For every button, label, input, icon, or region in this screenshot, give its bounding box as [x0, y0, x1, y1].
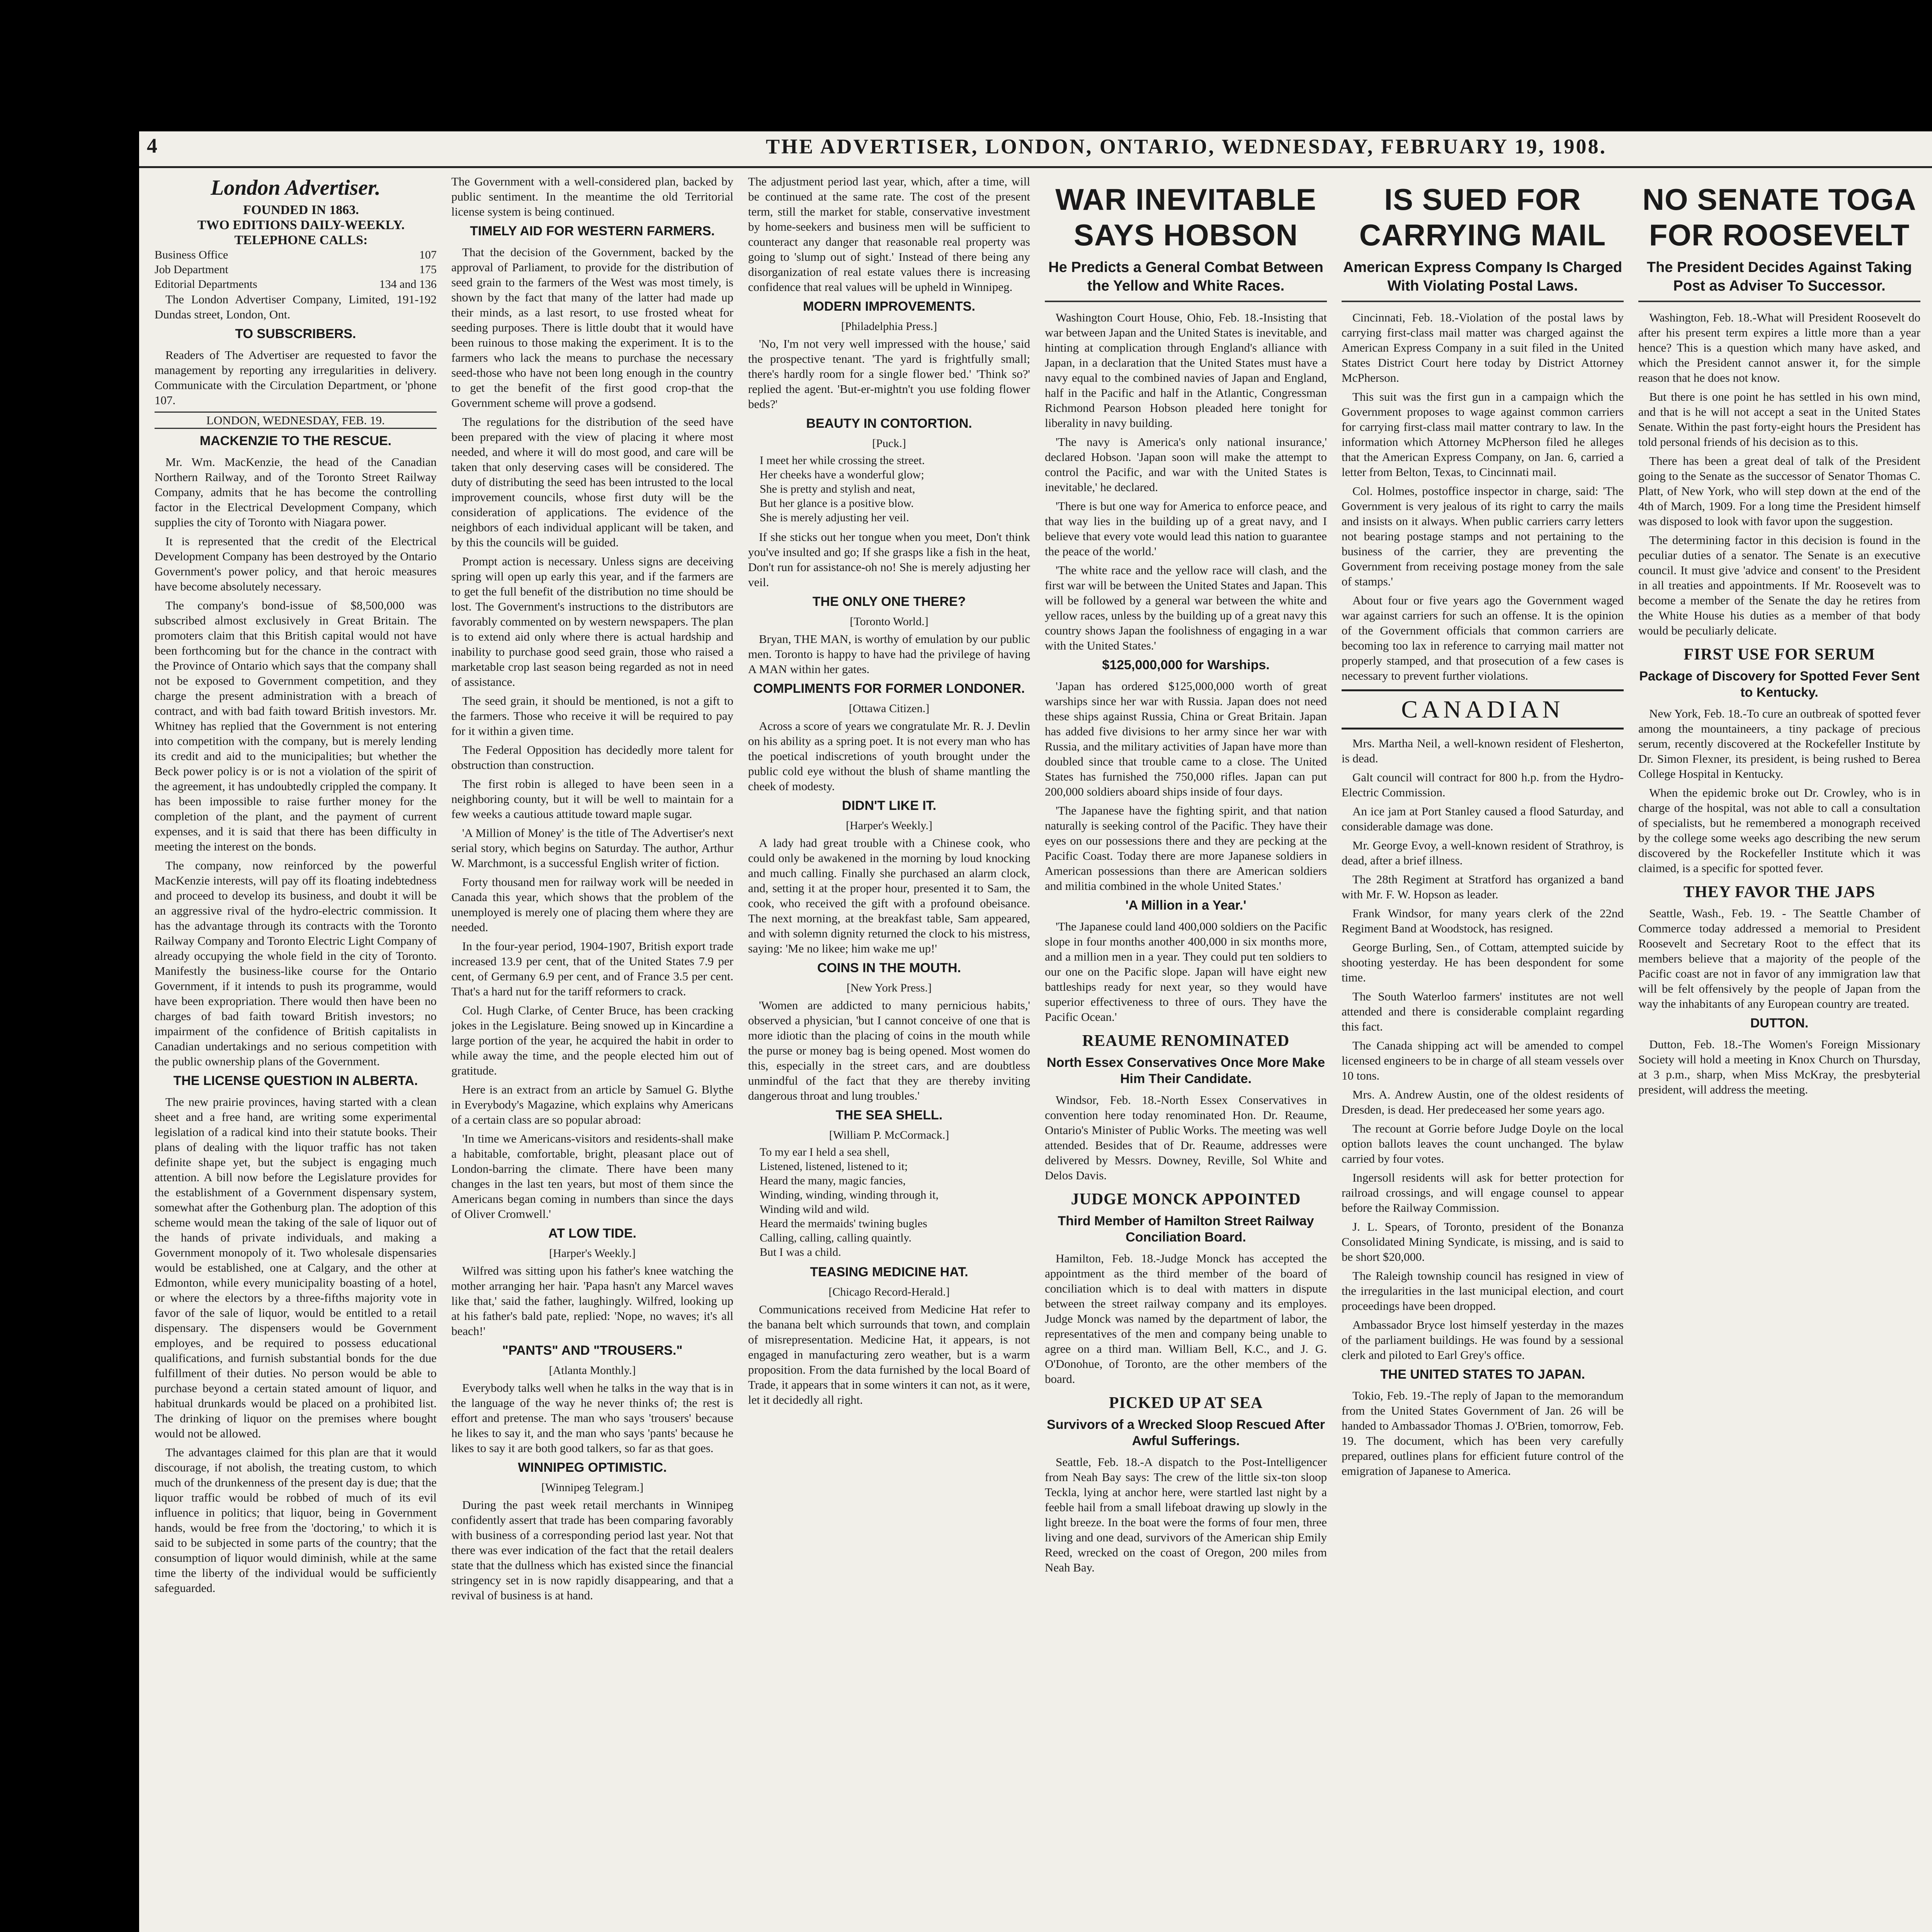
article-paragraph: It is represented that the credit of the Electrical Development Company has been destroyed by the Ontario Government's power policy, and that heroic measures have become absolutely necessary. [155, 534, 437, 593]
article-source: [Philadelphia Press.] [841, 320, 937, 333]
subheadline: He Predicts a General Combat Between the Yellow and White Races. [1045, 258, 1327, 302]
article-paragraph: Dutton, Feb. 18.-The Women's Foreign Missionary Society will hold a meeting in Knox Church on Thursday, at 3 p.m., sharp, when Miss McKray, the presbyterial president, will address the meeting. [1638, 1037, 1920, 1096]
news-item: The 28th Regiment at Stratford has organized a band with Mr. F. W. Hopson as leader. [1342, 872, 1624, 901]
news-item: Ingersoll residents will ask for better protection for railroad crossings, and will engage counsel to appear before the Railway Commission. [1342, 1171, 1624, 1214]
article-heading: TEASING MEDICINE HAT. [810, 1265, 968, 1279]
page-number: 4 [147, 134, 157, 157]
masthead-title: THE ADVERTISER, LONDON, ONTARIO, WEDNESDAY, FEBRUARY 19, 1908. [765, 135, 1607, 158]
article-paragraph: 'The Japanese could land 400,000 soldiers on the Pacific slope in four months another 400,000 in six months more, and a million men in a year. They could put ten soldiers to our one on the Pacific slope. Japan will have eight new battleships ready for next year, so they would have superior effectiveness to three of ours. They have the Pacific Ocean.' [1045, 920, 1327, 1024]
news-item: Galt council will contract for 800 h.p. from the Hydro-Electric Commission. [1342, 770, 1624, 799]
article-paragraph: The Government with a well-considered plan, backed by public sentiment. In the meantime the old Territorial license system is being continued. [451, 175, 733, 218]
article-paragraph: Seattle, Wash., Feb. 19. - The Seattle Chamber of Commerce today addressed a memorial to President Roosevelt and Secretary Root to the effect that its members believe that a majority of the people of the Pacific coast are not in favor of any immigration law that will be felt offensively by the people of Japan from the way the inhabitants of any European country are treated. [1638, 906, 1920, 1010]
article-paragraph: 'A Million of Money' is the title of The Advertiser's next serial story, which begins on Saturday. The author, Arthur W. Marchmont, is a successful English writer of fiction. [451, 826, 733, 870]
article-paragraph: 'There is but one way for America to enforce peace, and that way lies in the building up of a great navy, and I believe that every vote would lead this nation to guarantee the peace of the world.' [1045, 499, 1327, 558]
article-paragraph: In the four-year period, 1904-1907, British export trade increased 13.9 per cent, that of the United States 7.9 per cent, of Germany 6.9 per cent, and of France 3.5 per cent. That's a hard nut for the tariff reformers to crack. [451, 939, 733, 998]
news-item: The South Waterloo farmers' institutes are not well attended and there is considerable complaint regarding this fact. [1342, 990, 1624, 1033]
article-source: [New York Press.] [846, 981, 932, 994]
section-heading-canadian: CANADIAN [1342, 689, 1624, 730]
article-source: [Harper's Weekly.] [846, 819, 932, 832]
article-paragraph: Windsor, Feb. 18.-North Essex Conservatives in convention here today renominated Hon. Dr. Reaume, Ontario's Minister of Public Works. The meeting was well attended. Besides that of Dr. Reaume, addresses were delivered by Messrs. Downey, Reville, Sol White and Delos Davis. [1045, 1093, 1327, 1182]
article-paragraph: Washington, Feb. 18.-What will President Roosevelt do after his present term expires a little more than a year hence? This is a question which many have asked, and which the President cannot answer it, for the simple reason that he does not know. [1638, 311, 1920, 384]
article-source: [William P. McCormack.] [829, 1129, 949, 1141]
phone-number: 107 [419, 248, 437, 261]
inline-subhead: $125,000,000 for Warships. [1102, 658, 1270, 672]
article-heading: MODERN IMPROVEMENTS. [803, 299, 975, 314]
news-item: The Raleigh township council has resigned in view of the irregularities in the last municipal election, and court proceedings have been dropped. [1342, 1269, 1624, 1313]
subheadline: American Express Company Is Charged With Violating Postal Laws. [1342, 258, 1624, 302]
phone-list [155, 248, 437, 292]
article-paragraph: 'In time we Americans-visitors and residents-shall make a habitable, comfortable, bright, pleasant place out of London-barring the climate. There have been many changes in the last ten years, but most of them since the Americans began coming in numbers than since the days of Oliver Cromwell.' [451, 1132, 733, 1221]
article-paragraph: The determining factor in this decision is found in the peculiar duties of a senator. The Senate is an executive council. It must give 'advice and consent' to the President in all treaties and appointments. If Mr. Roosevelt was to become a member of the Senate the day he retires from the White House his duties as a member of that body would be peculiarly delicate. [1638, 533, 1920, 637]
news-item: The recount at Gorrie before Judge Doyle on the local option ballots leaves the count unchanged. The bylaw carried by four votes. [1342, 1122, 1624, 1165]
article-heading: JUDGE MONCK APPOINTED [1071, 1190, 1301, 1208]
subheadline: The President Decides Against Taking Post as Adviser To Successor. [1638, 258, 1920, 302]
article-subheading: North Essex Conservatives Once More Make Him Their Candidate. [1047, 1055, 1325, 1086]
article-paragraph: Everybody talks well when he talks in the way that is in the language of the way he never thinks of; the rest is effort and pretense. The man who says 'trousers' because he likes to say it, and the man who says 'pants' because he likes to say it are both good talkers, so far as that goes. [451, 1381, 733, 1455]
newspaper-page [139, 131, 1932, 1932]
article-paragraph: There has been a great deal of talk of the President going to the Senate as the successor of Senator Thomas C. Platt, of New York, who will step down at the end of the 4th of March, 1909. For a long time the President himself was disposed to look with favor upon the suggestion. [1638, 454, 1920, 528]
article-paragraph: 'The white race and the yellow race will clash, and the first war will be between the United States and Japan. This will be followed by a general war between the white and yellow races, unless by the building up of a great navy this country shows Japan the foolishness of engaging in a war with the United States.' [1045, 563, 1327, 652]
article-heading: DIDN'T LIKE IT. [842, 798, 937, 813]
article-source: [Chicago Record-Herald.] [828, 1286, 950, 1298]
article-heading: COINS IN THE MOUTH. [817, 961, 961, 975]
article-paragraph: This suit was the first gun in a campaign which the Government proposes to wage against common carriers for carrying first-class mail matter contrary to law. In the information which Attorney McPherson filed he alleges that the American Express Company, on Jan. 6, carried a letter from Belton, Texas, to Cincinnati mail. [1342, 390, 1624, 479]
news-item: George Burling, Sen., of Cottam, attempted suicide by shooting yesterday. He has been despondent for some time. [1342, 940, 1624, 984]
phone-row [155, 248, 437, 262]
phone-label: Business Office [155, 248, 228, 261]
news-item: Ambassador Bryce lost himself yesterday in the mazes of the parliament buildings. He was found by a sessional clerk and piloted to Earl Grey's office. [1342, 1318, 1624, 1362]
article-paragraph: New York, Feb. 18.-To cure an outbreak of spotted fever among the mountaineers, a tiny package of precious serum, recently discovered at the Rockefeller Institute by Dr. Simon Flexner, its president, is being rushed to Berea College Hospital in Kentucky. [1638, 707, 1920, 781]
article-paragraph: Communications received from Medicine Hat refer to the banana belt which surrounds that town, and complain of misrepresentation. Medicine Hat, it appears, is not engaged in manufacturing zero weather, but is a warm proposition. From the data furnished by the local Board of Trade, it appears that in some winters it can not, as it were, let it decidedly all right. [748, 1303, 1030, 1406]
article-paragraph: That the decision of the Government, backed by the approval of Parliament, to provide for the distribution of seed grain to the farmers of the West was most timely, is shown by the fact that many of the latter had made up their minds, as a last resort, to use frosted wheat for seeding purposes. There is little doubt that it would have been ruinous to those making the experiment. It is to the farmers who lack the means to purchase the necessary seed-those who have not been long enough in the country to get the benefit of the first good crop-that the Government scheme will prove a godsend. [451, 245, 733, 410]
article-paragraph: Across a score of years we congratulate Mr. R. J. Devlin on his ability as a spring poet. It is not every man who has the poetical indiscretions of youth brought under the public cold eye without the blush of shame mantling the cheek of modesty. [748, 719, 1030, 793]
article-heading: THE ONLY ONE THERE? [812, 594, 966, 609]
article-paragraph: The first robin is alleged to have been seen in a neighboring county, but it will be well to maintain for a few weeks a cautious attitude toward maple sugar. [451, 777, 733, 821]
article-paragraph: 'The navy is America's only national insurance,' declared Hobson. 'Japan soon will make the attempt to control the Pacific, and war with the United States is inevitable,' he declared. [1045, 435, 1327, 494]
article-paragraph: The advantages claimed for this plan are that it would discourage, if not abolish, the treating custom, to which much of the drunkenness of the present day is due; that the liquor traffic would be robbed of much of its evil influence in politics; that liquor, being in Government hands, would be free from the 'doctoring,' to which it is said to be subjected in some parts of the country; that the consumption of liquor would diminish, while at the same time the liberty of the individual would be sufficiently safeguarded. [155, 1446, 437, 1595]
article-paragraph: The company, now reinforced by the powerful MacKenzie interests, will pay off its floating indebtedness and proceed to develop its business, and doubt it will be an aggressive rival of the hydro-electric commission. It has the advantage through its contracts with the Toronto Railway Company and Toronto Electric Light Company of already occupying the whole field in the city of Toronto. Manifestly the business-like course for the Ontario Government, if it intends to push its programme, would have been expropriation. There would then have been no charges of bad faith toward British investors; no impairment of the confidence of British capitalists in Canadian undertakings and no serious competition with the public ownership plans of the Government. [155, 859, 437, 1068]
column-1 [155, 174, 437, 1932]
article-paragraph: Mr. Wm. MacKenzie, the head of the Canadian Northern Railway, and of the Toronto Street Railway Company, admits that he has become the controlling factor in the Electrical Development Company, which supplies the city of Toronto with Niagara power. [155, 455, 437, 529]
article-paragraph: 'Japan has ordered $125,000,000 worth of great warships since her war with Russia. Japan does not need these ships against Russia, China or Great Britain. Japan has added five divisions to her army since her war with Russia, and the military activities of Japan have more than doubled since that trouble came to a close. The United States has furnished the 750,000 rifles. Japan can put 200,000 soldiers aboard ships inside of four days. [1045, 679, 1327, 798]
news-item: Mrs. A. Andrew Austin, one of the oldest residents of Dresden, is dead. Her predeceased her some years ago. [1342, 1088, 1624, 1116]
article-paragraph: Prompt action is necessary. Unless signs are deceiving spring will open up early this year, and if the farmers are to get the full benefit of the distribution no time should be lost. The Government's instructions to the distributors are favorably commented on by western newspapers. The plan is to extend aid only where there is actual hardship and inability to purchase good seed grain, those who raised a marketable crop last season being regarded as not in need of assistance. [451, 554, 733, 689]
inline-subhead: 'A Million in a Year.' [1125, 898, 1247, 913]
article-source: [Ottawa Citizen.] [849, 702, 930, 715]
article-paragraph: Hamilton, Feb. 18.-Judge Monck has accepted the appointment as the third member of the board of conciliation which is to deal with matters in dispute between the street railway company and its employes. Judge Monck was named by the department of labor, the representatives of the men and company being unable to agree on a third man. William Bell, K.C., and J. G. O'Donohue, of Toronto, are the other members of the board. [1045, 1252, 1327, 1386]
news-item: The Canada shipping act will be amended to compel licensed engineers to be in charge of all steam vessels over 10 tons. [1342, 1039, 1624, 1082]
article-heading: TIMELY AID FOR WESTERN FARMERS. [470, 224, 715, 238]
phone-label: Editorial Departments [155, 278, 257, 291]
article-source: [Winnipeg Telegram.] [541, 1481, 644, 1494]
article-paragraph: Forty thousand men for railway work will be needed in Canada this year, which shows that the problem of the unemployed is merely one of placing them where they are needed. [451, 875, 733, 934]
masthead [139, 131, 1932, 168]
poem-stanza: I meet her while crossing the street. Her cheeks have a wonderful glow; She is pretty and stylish and neat, But her glance is a positive blow. She is merely adjusting her veil. [760, 454, 925, 524]
article-heading: THEY FAVOR THE JAPS [1683, 883, 1876, 901]
article-subheading: Third Member of Hamilton Street Railway Conciliation Board. [1058, 1214, 1314, 1245]
editions-line: TWO EDITIONS DAILY-WEEKLY. [197, 218, 405, 232]
article-heading: THE UNITED STATES TO JAPAN. [1380, 1367, 1585, 1382]
article-heading: PICKED UP AT SEA [1109, 1394, 1263, 1412]
column-2 [451, 174, 733, 1932]
article-paragraph: A lady had great trouble with a Chinese cook, who could only be awakened in the morning by loud knocking and much calling. Finally she purchased an alarm clock, and, setting it at the proper hour, presented it to Sam, the cook, who received the gift with a profound obeisance. The next morning, at the breakfast table, Sam appeared, and with solemn dignity returned the clock to his mistress, saying: 'Me no likee; him wake me up!' [748, 836, 1030, 955]
article-source: [Atlanta Monthly.] [549, 1364, 636, 1377]
news-item: J. L. Spears, of Toronto, president of the Bonanza Consolidated Mining Syndicate, is missing, and is said to be short $20,000. [1342, 1220, 1624, 1264]
poem-stanza: To my ear I held a sea shell, Listened, listened, listened to it; Heard the many, magic fancies, Winding, winding, winding through it, Winding wild and wild. Heard the mermaids' twining bugles Calling, calling, calling quaintly. But I was a child. [760, 1146, 939, 1259]
headline-war-inevitable: WAR INEVITABLE SAYS HOBSON [1055, 182, 1316, 252]
article-source: [Puck.] [872, 437, 906, 450]
article-heading: AT LOW TIDE. [548, 1226, 636, 1241]
article-paragraph: Washington Court House, Ohio, Feb. 18.-Insisting that war between Japan and the United States is inevitable, and hinting at complication through England's alliance with Japan, in a declaration that the United States must have a navy equal to the combined navies of Japan and England, half in the Pacific and half in the Atlantic, Congressman Richmond Pearson Hobson pleaded here tonight for liberality in navy building. [1045, 311, 1327, 430]
column-6 [1638, 174, 1920, 1932]
news-item: Mrs. Martha Neil, a well-known resident of Flesherton, is dead. [1342, 736, 1624, 765]
article-paragraph: The adjustment period last year, which, after a time, will be continued at the same rate. The cost of the present term, still the market for stable, conservative investment by home-seekers and business men will be sufficient to counteract any danger that reasonable real property was going to 'slump out of sight.' Instead of there being any disorganization of real estate values there is increasing confidence that real values will be upheld in Winnipeg. [748, 175, 1030, 294]
headline-no-senate-toga: NO SENATE TOGA FOR ROOSEVELT [1642, 182, 1917, 252]
news-item: Mr. George Evoy, a well-known resident of Strathroy, is dead, after a brief illness. [1342, 838, 1624, 867]
company-line: The London Advertiser Company, Limited, 191-192 Dundas street, London, Ont. [155, 293, 437, 321]
article-paragraph: When the epidemic broke out Dr. Crowley, who is in charge of the hospital, was not able to call a consultation of specialists, but he remembered a monograph received by the college some weeks ago describing the new serum discovered by the Rockefeller Institute which it was claimed, is a specific for spotted fever. [1638, 786, 1920, 875]
column-4 [1045, 174, 1327, 1932]
article-paragraph: The Federal Opposition has decidedly more talent for obstruction than construction. [451, 743, 733, 772]
article-paragraph: The company's bond-issue of $8,500,000 was subscribed almost exclusively in Great Britain. The promoters claim that this British capital would not have been forthcoming but for the chance in the contract with the Province of Ontario which says that the company shall not be exposed to Government competition, and they charge the present administration with a breach of contract, and with bad faith toward British investors. Mr. Whitney has replied that the Government is not entering into competition with the company, but is merely lending its credit and aid to the municipalities; but whether the Beck power policy is or is not a violation of the spirit of the agreement, it has undoubtedly crippled the company. It has been impossible to raise further money for the completion of the plant, and the payment of current expenses, and it is said that there has been difficulty in meeting the interest on the bonds. [155, 599, 437, 853]
newspaper-logo: London Advertiser. [211, 176, 381, 200]
article-paragraph: 'The Japanese have the fighting spirit, and that nation naturally is seeking control of the Pacific. They have their eyes on our possessions there and they are pecking at the Pacific Coast. Today there are more Japanese soldiers in American possessions than there are American soldiers and militia combined in the whole United States.' [1045, 804, 1327, 893]
article-heading: FIRST USE FOR SERUM [1684, 646, 1875, 663]
article-subheading: Survivors of a Wrecked Sloop Rescued After Awful Sufferings. [1047, 1417, 1325, 1448]
phone-number: 175 [419, 263, 437, 276]
article-heading: THE SEA SHELL. [835, 1108, 943, 1122]
subscribers-heading: TO SUBSCRIBERS. [235, 327, 356, 341]
phone-label: Job Department [155, 263, 228, 276]
article-paragraph: The regulations for the distribution of the seed have been prepared with the view of placing it where most needed, and where it will do most good, and care will be taken that only deserving cases will be considered. The duty of distributing the seed has been intrusted to the local improvement councils, whose first duty will be the consideration of applications. The evidence of the neighbors of each individual applicant will be taken, and by this the councils will be guided. [451, 415, 733, 549]
article-paragraph: Col. Hugh Clarke, of Center Bruce, has been cracking jokes in the Legislature. Being snowed up in Kincardine a large portion of the year, he acquired the habit in order to while away the time, and the people elected him out of gratitude. [451, 1003, 733, 1077]
column-5 [1342, 174, 1624, 1932]
article-paragraph: The new prairie provinces, having started with a clean sheet and a free hand, are writing some experimental legislation of a radical kind into their statute books. Their plans of dealing with the liquor traffic has not taken definite shape yet, but the subject is engaging much attention. A bill now before the Legislature provides for the establishment of a Government dispensary system, somewhat after the Gothenburg plan. The adoption of this scheme would mean the taking of the sale of liquor out of the hands of private individuals, and making a Government monopoly of it. Two wholesale dispensaries would be established, one at Calgary, and the other at Edmonton, while every municipality boasting of a hotel, or where the electors by a three-fifths majority vote in favor of the sale of liquor, would be entitled to a retail dispensary. The dispensers would be Government employes, and be required to possess educational qualifications, and furnish substantial bonds for the due fulfillment of their duties. No person would be able to purchase beyond a certain stated amount of liquor, and habitual drunkards would be placed on a prohibited list. The drinking of liquor on the premises where bought would not be allowed. [155, 1095, 437, 1440]
article-paragraph: Here is an extract from an article by Samuel G. Blythe in Everybody's Magazine, which explains why Americans of a certain class are so popular abroad: [451, 1083, 733, 1126]
article-paragraph: Bryan, THE MAN, is worthy of emulation by our public men. Toronto is happy to have had the privilege of having A MAN within her gates. [748, 632, 1030, 676]
article-paragraph: Seattle, Feb. 18.-A dispatch to the Post-Intelligencer from Neah Bay says: The crew of the little six-ton sloop Teckla, lying at anchor here, were startled last night by a feeble hail from a small lifeboat drawing up slowly in the light breeze. In the boat were the forms of four men, three living and one dead, survivors of the American ship Emily Reed, wrecked on the coast of Oregon, 200 miles from Neah Bay. [1045, 1455, 1327, 1574]
news-item: Frank Windsor, for many years clerk of the 22nd Regiment Band at Woodstock, has resigned. [1342, 906, 1624, 935]
article-heading: MACKENZIE TO THE RESCUE. [199, 434, 392, 448]
article-paragraph: If she sticks out her tongue when you meet, Don't think you've insulted and go; If she grasps like a fish in the heat, Don't run for assistance-oh no! She is merely adjusting her veil. [748, 530, 1030, 589]
article-paragraph: During the past week retail merchants in Winnipeg confidently assert that trade has been comparing favorably with business of a corresponding period last year. Not that there was ever indication of the fact that the retail dealers state that the dullness which has existed since the financial stringency set in is now rapidly disappearing, and that a revival of business is at hand. [451, 1498, 733, 1602]
article-paragraph: Wilfred was sitting upon his father's knee watching the mother arranging her hair. 'Papa hasn't any Marcel waves like that,' said the father, laughingly. Wilfred, looking up at his father's bald pate, replied: 'Nope, no waves; it's all beach!' [451, 1264, 733, 1338]
article-heading: COMPLIMENTS FOR FORMER LONDONER. [753, 681, 1025, 696]
article-paragraph: Cincinnati, Feb. 18.-Violation of the postal laws by carrying first-class mail matter was charged against the American Express Company in a suit filed in the United States District Court here today by District Attorney McPherson. [1342, 311, 1624, 384]
article-paragraph: But there is one point he has settled in his own mind, and that is he will not accept a seat in the United States Senate. Within the past forty-eight hours the President has told personal friends of his decision as to this. [1638, 390, 1920, 449]
dateline: LONDON, WEDNESDAY, FEB. 19. [155, 412, 437, 429]
article-heading: REAUME RENOMINATED [1082, 1032, 1290, 1050]
column-3 [748, 174, 1030, 1932]
subscribers-notice: Readers of The Advertiser are requested to favor the management by reporting any irregularities in delivery. Communicate with the Circulation Department, or 'phone 107. [155, 348, 437, 407]
phone-number: 134 and 136 [379, 278, 437, 291]
news-item: An ice jam at Port Stanley caused a flood Saturday, and considerable damage was done. [1342, 804, 1624, 833]
article-subheading: Package of Discovery for Spotted Fever Sent to Kentucky. [1639, 669, 1920, 700]
article-paragraph: 'No, I'm not very well impressed with the house,' said the prospective tenant. 'The yard is frightfully small; there's hardly room for a single flower bed.' 'Think so?' replied the agent. 'But-er-mightn't you use folding flower beds?' [748, 337, 1030, 411]
telephone-heading: TELEPHONE CALLS: [234, 233, 368, 247]
article-paragraph: The seed grain, it should be mentioned, is not a gift to the farmers. Those who receive it will be required to pay for it within a given time. [451, 694, 733, 738]
article-source: [Harper's Weekly.] [549, 1247, 636, 1260]
article-paragraph: Col. Holmes, postoffice inspector in charge, said: 'The Government is very jealous of its right to carry the mails and insists on it always. When public carriers carry letters not bearing postage stamps and not pertaining to the business of the carrier, they are preventing the Government from receiving postage money from the sale of stamps.' [1342, 484, 1624, 588]
headline-sued-for-mail: IS SUED FOR CARRYING MAIL [1359, 182, 1606, 252]
article-paragraph: 'Women are addicted to many pernicious habits,' observed a physician, 'but I cannot conceive of one that is more idiotic than the placing of coins in the mouth while the purse or money bag is being opened. Most women do this, especially in the street cars, and are doubtless unmindful of the fact that they are thereby inviting dangerous throat and lung troubles.' [748, 998, 1030, 1102]
article-paragraph: Tokio, Feb. 19.-The reply of Japan to the memorandum from the United States Government of Jan. 26 will be handed to Ambassador Thomas J. O'Brien, tomorrow, Feb. 19. The document, which has been very carefully prepared, outlines plans for efficient future control of the emigration of Japanese to America. [1342, 1389, 1624, 1478]
article-heading: BEAUTY IN CONTORTION. [806, 416, 972, 431]
article-heading: DUTTON. [1750, 1016, 1809, 1031]
founded-line: FOUNDED IN 1863. [243, 203, 359, 217]
article-heading: THE LICENSE QUESTION IN ALBERTA. [173, 1073, 418, 1088]
article-paragraph: About four or five years ago the Government waged war against carriers for such an offense. It is the opinion of the Government officials that common carriers are becoming too lax in reference to carrying mail matter not properly stamped, and that prosecution of a few cases is necessary to prevent further violations. [1342, 594, 1624, 682]
phone-row [155, 262, 437, 277]
article-source: [Toronto World.] [850, 615, 929, 628]
article-heading: WINNIPEG OPTIMISTIC. [518, 1460, 667, 1475]
article-heading: "PANTS" AND "TROUSERS." [502, 1343, 683, 1358]
phone-row [155, 277, 437, 292]
